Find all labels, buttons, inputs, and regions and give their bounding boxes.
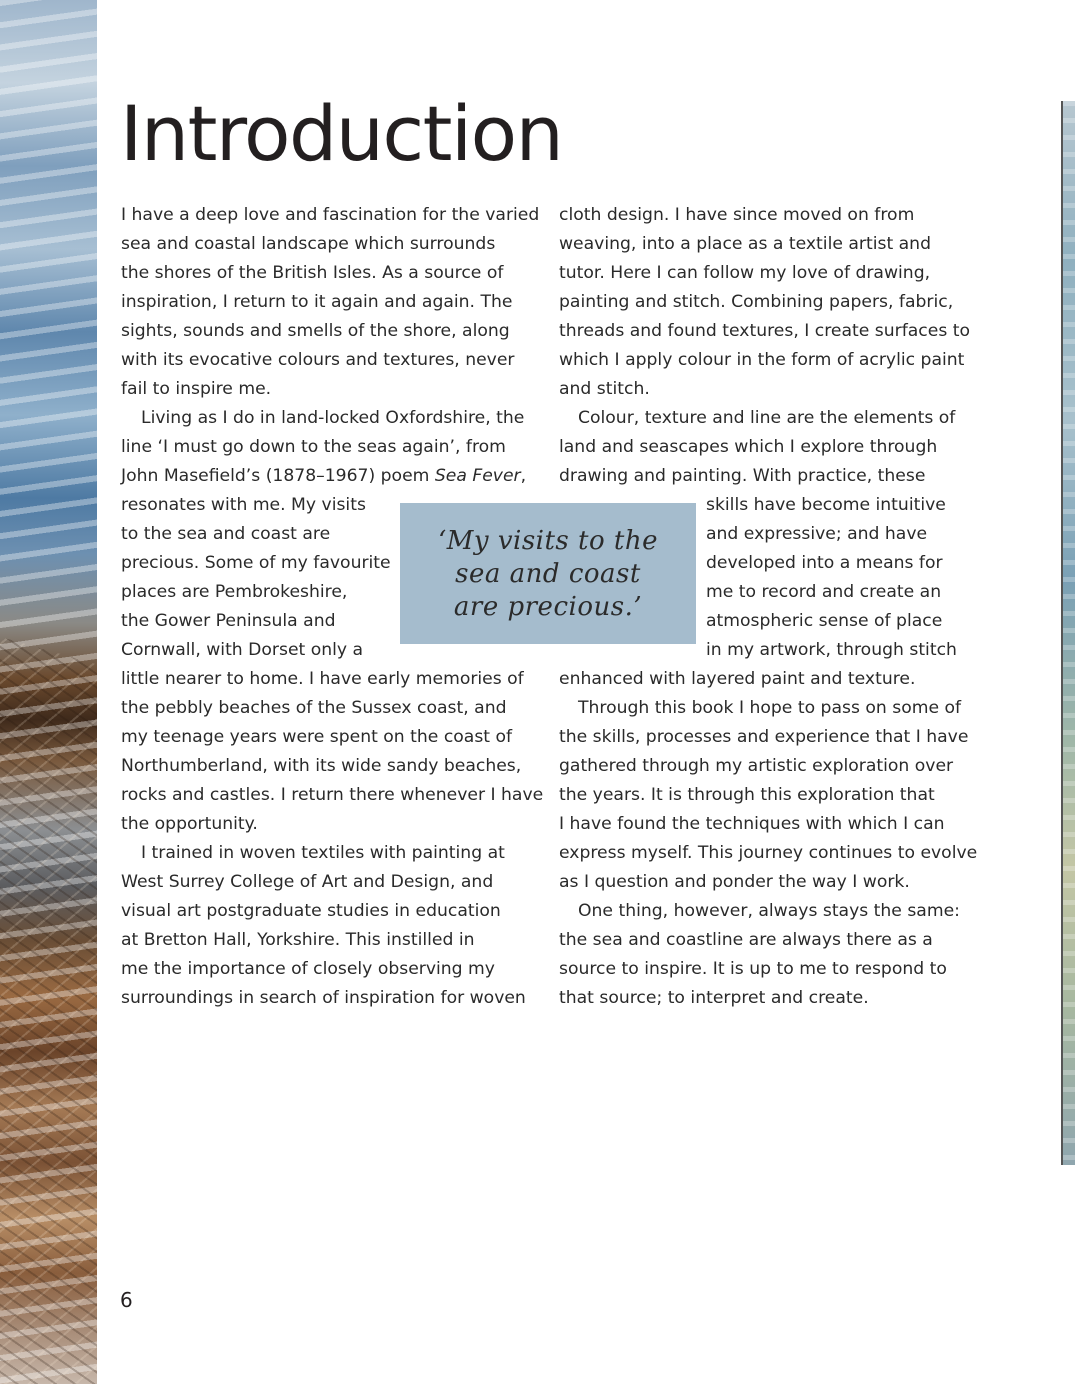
body-line: land and seascapes which I explore through	[559, 437, 938, 457]
paragraph-start-line: Through this book I hope to pass on some of	[578, 698, 962, 718]
body-line: gathered through my artistic exploration over	[559, 756, 954, 776]
body-line: sea and coastal landscape which surrounds	[121, 234, 496, 254]
body-line: that source; to interpret and create.	[559, 988, 869, 1008]
body-line: express myself. This journey continues to evolve	[559, 843, 978, 863]
body-line: resonates with me. My visits	[121, 495, 366, 515]
body-line: cloth design. I have since moved on from	[559, 205, 915, 225]
left-artwork-strip	[0, 0, 97, 1384]
body-line: the Gower Peninsula and	[121, 611, 336, 631]
body-line: the pebbly beaches of the Sussex coast, and	[121, 698, 507, 718]
body-line: skills have become intuitive	[706, 495, 946, 515]
body-line: little nearer to home. I have early memories of	[121, 669, 524, 689]
body-line: Cornwall, with Dorset only a	[121, 640, 364, 660]
body-line: tutor. Here I can follow my love of drawing,	[559, 263, 931, 283]
body-line-with-poem-title	[121, 462, 541, 491]
body-line: Northumberland, with its wide sandy beaches,	[121, 756, 522, 776]
body-line: to the sea and coast are	[121, 524, 331, 544]
body-line: I have found the techniques with which I can	[559, 814, 945, 834]
body-line: sights, sounds and smells of the shore, along	[121, 321, 510, 341]
pull-quote-line: are precious.’	[453, 592, 643, 622]
body-line: me the importance of closely observing my	[121, 959, 495, 979]
body-line: the skills, processes and experience that I have	[559, 727, 969, 747]
body-line: painting and stitch. Combining papers, fabric,	[559, 292, 954, 312]
body-line: the years. It is through this exploration that	[559, 785, 935, 805]
body-line: with its evocative colours and textures, never	[121, 350, 515, 370]
body-line: and expressive; and have	[706, 524, 928, 544]
rock-texture	[0, 0, 97, 1384]
body-line: inspiration, I return to it again and again. The	[121, 292, 513, 312]
paragraph-start-line: Colour, texture and line are the elements of	[578, 408, 956, 428]
page-title: Introduction	[120, 89, 563, 178]
body-line: surroundings in search of inspiration for woven	[121, 988, 526, 1008]
page-number: 6	[120, 1288, 133, 1312]
body-line: West Surrey College of Art and Design, and	[121, 872, 494, 892]
right-artwork-strip	[1061, 101, 1075, 1165]
body-line: weaving, into a place as a textile artist and	[559, 234, 931, 254]
body-line: places are Pembrokeshire,	[121, 582, 348, 602]
body-line: which I apply colour in the form of acrylic paint	[559, 350, 965, 370]
body-line: and stitch.	[559, 379, 650, 399]
body-line: enhanced with layered paint and texture.	[559, 669, 916, 689]
body-line: fail to inspire me.	[121, 379, 272, 399]
pull-quote	[400, 503, 696, 644]
body-line: in my artwork, through stitch	[706, 640, 957, 660]
body-line: atmospheric sense of place	[706, 611, 943, 631]
body-line: me to record and create an	[706, 582, 942, 602]
body-line: developed into a means for	[706, 553, 943, 573]
pull-quote-line: sea and coast	[455, 559, 641, 589]
body-line: my teenage years were spent on the coast of	[121, 727, 513, 747]
body-line: precious. Some of my favourite	[121, 553, 391, 573]
body-line: the opportunity.	[121, 814, 258, 834]
body-line: at Bretton Hall, Yorkshire. This instilled in	[121, 930, 475, 950]
line-text: John Masefield’s (1878–1967) poem	[121, 466, 435, 486]
body-line: threads and found textures, I create surfaces to	[559, 321, 970, 341]
paragraph-start-line: One thing, however, always stays the same:	[578, 901, 960, 921]
poem-title: Sea Fever	[434, 466, 521, 486]
body-line: rocks and castles. I return there whenever I have	[121, 785, 544, 805]
paragraph-start-line: I trained in woven textiles with painting at	[141, 843, 505, 863]
body-line: the shores of the British Isles. As a source of	[121, 263, 504, 283]
line-text: ,	[520, 466, 527, 486]
body-line: line ‘I must go down to the seas again’, from	[121, 437, 506, 457]
paragraph-start-line: Living as I do in land-locked Oxfordshire, the	[141, 408, 525, 428]
body-line: as I question and ponder the way I work.	[559, 872, 910, 892]
pull-quote-line: ‘My visits to the	[437, 526, 658, 556]
body-line: the sea and coastline are always there as a	[559, 930, 933, 950]
body-line: I have a deep love and fascination for the varied	[121, 205, 540, 225]
body-line: source to inspire. It is up to me to respond to	[559, 959, 947, 979]
body-line: drawing and painting. With practice, these	[559, 466, 926, 486]
body-line: visual art postgraduate studies in education	[121, 901, 501, 921]
